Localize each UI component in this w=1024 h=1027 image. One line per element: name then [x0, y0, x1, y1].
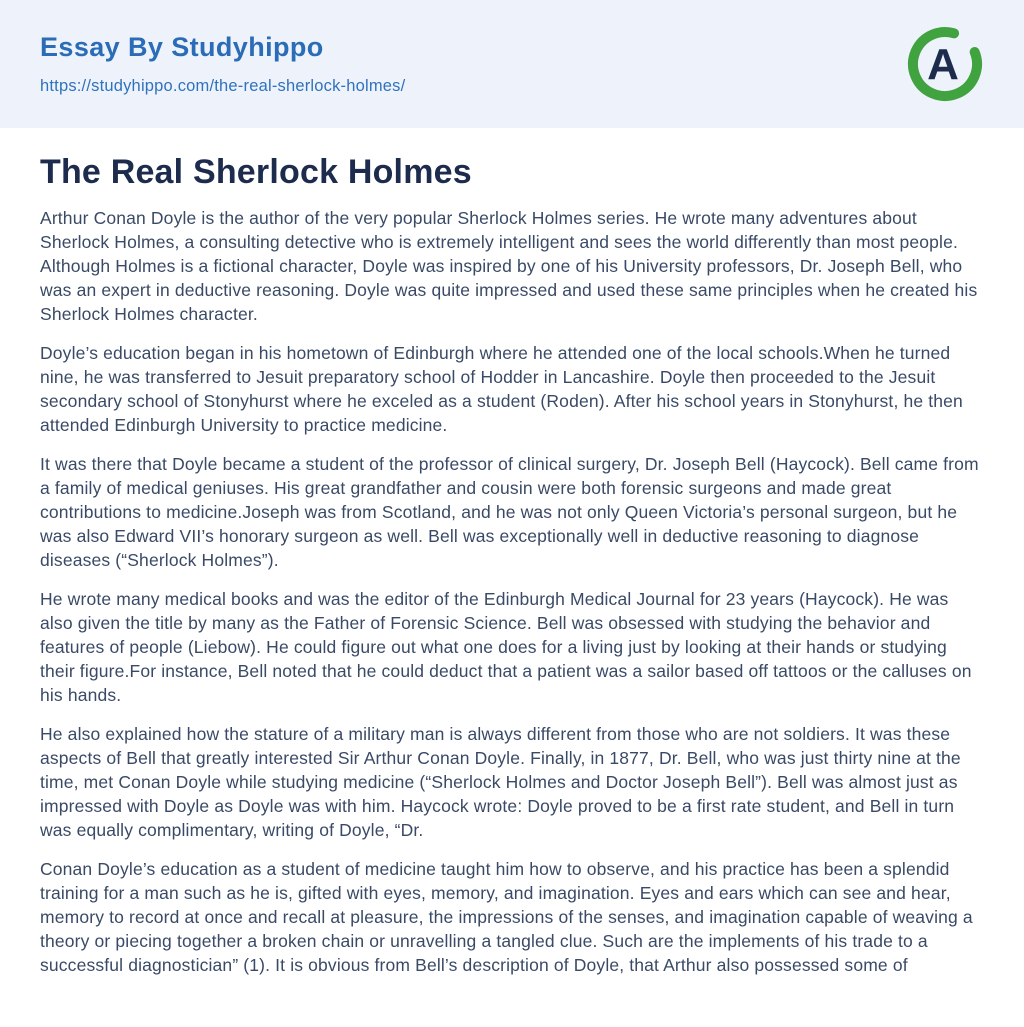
source-url-link[interactable]: https://studyhippo.com/the-real-sherlock-holmes/ [40, 77, 406, 95]
essay-paragraph-5: He also explained how the stature of a military man is always different from those who are not soldiers. It was these aspects of Bell that greatly interested Sir Arthur Conan Doyle. Finally, in 1877, Dr. Bell, who was just thirty nine at the time, met Conan Doyle while studying medicine (“Sherlock Holmes and Doctor Joseph Bell”). Bell was almost just as impressed with Doyle as Doyle was with him. Haycock wrote: Doyle proved to be a first rate student, and Bell in turn was equally complimentary, writing of Doyle, “Dr. [40, 724, 961, 840]
logo-letter: A [927, 40, 959, 89]
site-label: Essay By Studyhippo [40, 32, 324, 62]
essay-paragraph-3: It was there that Doyle became a student of the professor of clinical surgery, Dr. Joseph Bell (Haycock). Bell came from a family of medical geniuses. His great grandfather and cousin were both forensic surgeons and made great contributions to medicine.Joseph was from Scotland, and he was not only Queen Victoria’s personal surgeon, but he was also Edward VII’s honorary surgeon as well. Bell was exceptionally well in deductive reasoning to diagnose diseases (“Sherlock Holmes”). [40, 454, 979, 570]
essay-paragraph-1: Arthur Conan Doyle is the author of the very popular Sherlock Holmes series. He wrote many adventures about Sherlock Holmes, a consulting detective who is extremely intelligent and sees the world differently than most people. Although Holmes is a fictional character, Doyle was inspired by one of his University professors, Dr. Joseph Bell, who was an expert in deductive reasoning. Doyle was quite impressed and used these same principles when he created his Sherlock Holmes character. [40, 208, 978, 324]
page-title: The Real Sherlock Holmes [40, 153, 472, 191]
essay-paragraph-2: Doyle’s education began in his hometown of Edinburgh where he attended one of the local schools.When he turned nine, he was transferred to Jesuit preparatory school of Hodder in Lancashire. Doyle then proceeded to the Jesuit secondary school of Stonyhurst where he exceled as a student (Roden). After his school years in Stonyhurst, he then attended Edinburgh University to practice medicine. [40, 343, 963, 435]
studyhippo-logo-icon [906, 25, 984, 103]
studyhippo-logo [906, 25, 984, 103]
essay-article [0, 153, 1024, 977]
essay-paragraph-4: He wrote many medical books and was the editor of the Edinburgh Medical Journal for 23 years (Haycock). He was also given the title by many as the Father of Forensic Science. Bell was obsessed with studying the behavior and features of people (Liebow). He could figure out what one does for a living just by looking at their hands or studying their figure.For instance, Bell noted that he could deduct that a patient was a sailor based off tattoos or the calluses on his hands. [40, 589, 972, 705]
header-text-block [40, 32, 405, 96]
page-header [0, 0, 1024, 128]
essay-paragraph-6: Conan Doyle’s education as a student of medicine taught him how to observe, and his practice has been a splendid training for a man such as he is, gifted with eyes, memory, and imagination. Eyes and ears which can see and hear, memory to record at once and recall at pleasure, the impressions of the senses, and imagination capable of weaving a theory or piecing together a broken chain or unravelling a tangled clue. Such are the implements of his trade to a successful diagnostician” (1). It is obvious from Bell’s description of Doyle, that Arthur also possessed some of [40, 859, 973, 975]
